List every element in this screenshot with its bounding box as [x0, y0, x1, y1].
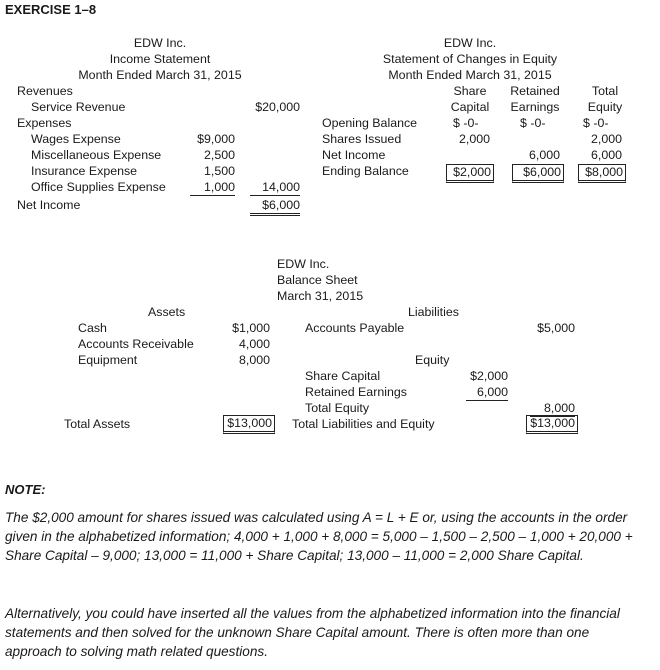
se-period: Month Ended March 31, 2015	[388, 68, 552, 82]
is-net-income-label: Net Income	[17, 198, 81, 212]
se-col-total-2: Equity	[587, 100, 623, 114]
is-company: EDW Inc.	[133, 36, 187, 50]
bs-share-capital-label: Share Capital	[305, 369, 381, 383]
bs-date: March 31, 2015	[277, 289, 364, 303]
expense-value: 1,000	[190, 180, 235, 196]
bs-total-le-label: Total Liabilities and Equity	[292, 417, 435, 431]
se-row-total: $ -0-	[583, 116, 609, 130]
bs-accounts-payable-value: $5,000	[537, 321, 575, 335]
se-row-label: Opening Balance	[322, 116, 418, 130]
exercise-title: EXERCISE 1–8	[5, 2, 97, 17]
bs-total-assets-value: $13,000	[223, 415, 275, 434]
bs-asset-value: $1,000	[232, 321, 270, 335]
se-col-retained-2: Earnings	[510, 100, 560, 114]
se-company: EDW Inc.	[443, 36, 497, 50]
expense-label: Miscellaneous Expense	[31, 148, 162, 162]
is-service-revenue-label: Service Revenue	[31, 100, 126, 114]
se-row-label: Shares Issued	[322, 132, 402, 146]
bs-company: EDW Inc.	[277, 257, 330, 271]
is-net-income-value: $6,000	[250, 198, 300, 216]
se-col-share-1: Share	[453, 84, 487, 98]
is-expenses-label: Expenses	[17, 116, 72, 130]
se-row-share: $ -0-	[453, 116, 479, 130]
bs-asset-label: Accounts Receivable	[78, 337, 194, 351]
is-total-expenses: 14,000	[250, 180, 300, 196]
bs-asset-label: Equipment	[78, 353, 138, 367]
se-row-retained: $6,000	[512, 164, 564, 183]
se-col-total-1: Total	[591, 84, 619, 98]
is-title: Income Statement	[109, 52, 211, 66]
note-paragraph-1: The $2,000 amount for shares issued was calculated using A = L + E or, using the accounts in the order given in the alphabetized information; 4,000 + 1,000 + 8,000 = 5,000 – 1,500 – 2,500 – 1,000 + 20,000 + Share Capital – 9,000; 13,000 = 11,000 + Share Capital; 13,000 – 11,000 = 2,000 Share Capital.	[5, 510, 633, 563]
bs-share-capital-value: $2,000	[470, 369, 508, 383]
bs-retained-earnings-value: 6,000	[466, 385, 508, 401]
bs-total-equity-value: 8,000	[530, 401, 575, 417]
se-row-total: 2,000	[590, 132, 622, 146]
se-row-share: 2,000	[458, 132, 490, 146]
se-row-label: Ending Balance	[322, 164, 409, 178]
se-col-retained-1: Retained	[510, 84, 560, 98]
se-row-label: Net Income	[322, 148, 386, 162]
is-service-revenue-value: $20,000	[255, 100, 300, 114]
note-paragraph-2: Alternatively, you could have inserted all the values from the alphabetized information into the financial statements and then solved for the unknown Share Capital amount. There is often more than one approach to solving math related questions.	[5, 606, 620, 659]
bs-asset-value: 4,000	[238, 337, 270, 351]
expense-value: $9,000	[197, 132, 235, 146]
bs-title: Balance Sheet	[277, 273, 358, 287]
expense-label: Office Supplies Expense	[31, 180, 166, 194]
se-row-share: $2,000	[446, 164, 494, 183]
expense-label: Wages Expense	[31, 132, 121, 146]
bs-equity-label: Equity	[415, 353, 450, 367]
bs-asset-value: 8,000	[238, 353, 270, 367]
is-period: Month Ended March 31, 2015	[78, 68, 242, 82]
expense-value: 1,500	[203, 164, 235, 178]
se-col-share-2: Capital	[450, 100, 490, 114]
bs-accounts-payable-label: Accounts Payable	[305, 321, 405, 335]
note-heading: NOTE:	[5, 482, 46, 497]
bs-assets-label: Assets	[148, 305, 186, 319]
se-row-total: 6,000	[590, 148, 622, 162]
se-title: Statement of Changes in Equity	[382, 52, 558, 66]
bs-retained-earnings-label: Retained Earnings	[305, 385, 407, 399]
se-row-total: $8,000	[578, 164, 626, 183]
bs-liabilities-label: Liabilities	[408, 305, 459, 319]
bs-total-assets-label: Total Assets	[64, 417, 131, 431]
bs-total-le-value: $13,000	[526, 415, 578, 434]
bs-asset-label: Cash	[78, 321, 107, 335]
se-row-retained: $ -0-	[520, 116, 546, 130]
expense-label: Insurance Expense	[31, 164, 138, 178]
bs-total-equity-label: Total Equity	[305, 401, 370, 415]
expense-value: 2,500	[203, 148, 235, 162]
is-revenues-label: Revenues	[17, 84, 73, 98]
se-row-retained: 6,000	[528, 148, 560, 162]
